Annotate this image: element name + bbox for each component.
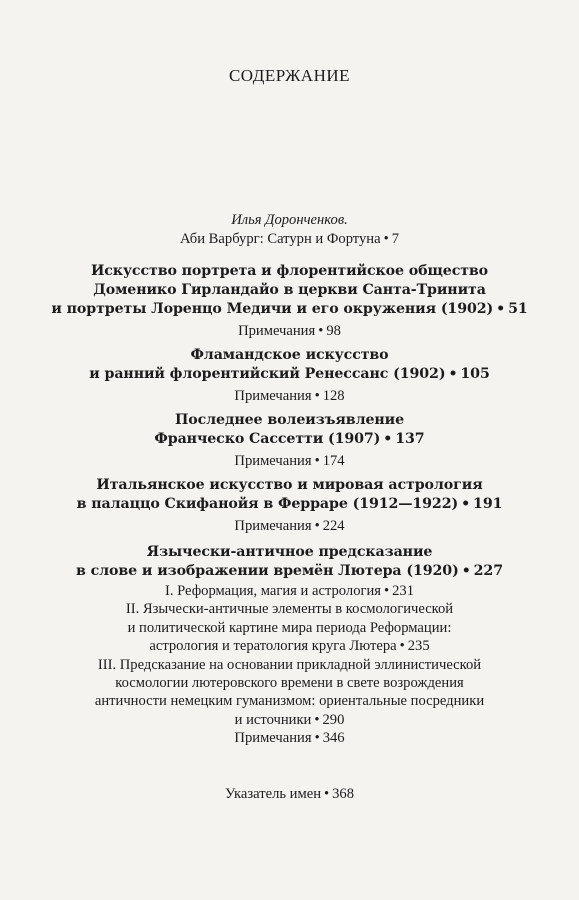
page-number: 346 [322,730,345,747]
page-number: 231 [392,583,415,599]
page-number: 290 [322,711,345,728]
entry-title-line: в палаццо Скифанойя в Ферраре (1912—1922) • 191 [76,496,503,512]
part-line: I. Реформация, магия и астрология • 231 [164,583,415,599]
toc-entry-flemish-art [40,346,539,406]
notes-line: Примечания • 346 [234,730,345,747]
index-line: Указатель имен • 368 [224,786,355,802]
entry-title: Аби Варбург: Сатурн и Фортуна • 7 [180,230,399,247]
part-line: II. Язычески-античные элементы в космологической [125,601,454,618]
page-number: 174 [322,453,345,469]
toc-entry-warburg-saturn [40,211,539,248]
page-number: 105 [460,366,490,382]
page-number: 235 [407,638,430,655]
entry-title-line: Язычески-античное предсказание [146,544,433,560]
entry-title-line: и портреты Лоренцо Медичи и его окружения (1902) • 51 [51,301,528,317]
entry-title-line: и ранний флорентийский Ренессанс (1902) • 105 [89,366,490,382]
entry-title-line: Франческо Сассетти (1907) • 137 [154,431,425,447]
page-title: СОДЕРЖАНИЕ [228,66,351,85]
entry-title-line: Фламандское искусство [190,347,389,363]
entry-title-line: Итальянское искусство и мировая астрология [96,477,483,493]
page-number: 98 [326,323,341,339]
entry-title-line: Искусство портрета и флорентийское общество [90,263,489,279]
entry-title-line: Последнее волеизъявление [174,412,405,428]
entry-title-line: Доменико Гирландайо в церкви Санта-Тринита [93,282,486,298]
part-line: античности немецким гуманизмом: ориентальные посредники [94,693,485,710]
notes-line: Примечания • 174 [234,453,345,469]
toc-entry-index [40,785,539,804]
page-number: 191 [473,496,503,512]
notes-line: Примечания • 128 [234,388,345,404]
part-line: астрология и тератология круга Лютера • 235 [149,638,430,655]
page-number: 7 [391,230,399,247]
page-number: 137 [395,431,425,447]
part-line: и источники • 290 [234,711,345,728]
notes-line: Примечания • 224 [234,518,345,534]
entry-title-line: в слове и изображении времён Лютера (1920) • 227 [76,563,503,579]
page-number: 224 [322,518,345,534]
toc-entry-luther-prophecy [40,543,539,748]
page-number: 368 [332,786,355,802]
notes-line: Примечания • 98 [238,323,341,339]
page-number: 128 [322,388,345,404]
part-line: космологии лютеровского времени в свете возрождения [115,675,464,692]
page-number: 227 [473,563,503,579]
sub-parts [40,582,539,748]
part-line: и политической картине мира периода Реформации: [127,619,452,636]
toc-entry-schifanoia [40,476,539,536]
entry-author: Илья Доронченков. [231,212,348,228]
page-number: 51 [508,301,528,317]
part-line: III. Предсказание на основании прикладной эллинистической [97,656,482,673]
toc-entry-portrait-art [40,262,539,341]
toc-entry-sassetti [40,411,539,471]
